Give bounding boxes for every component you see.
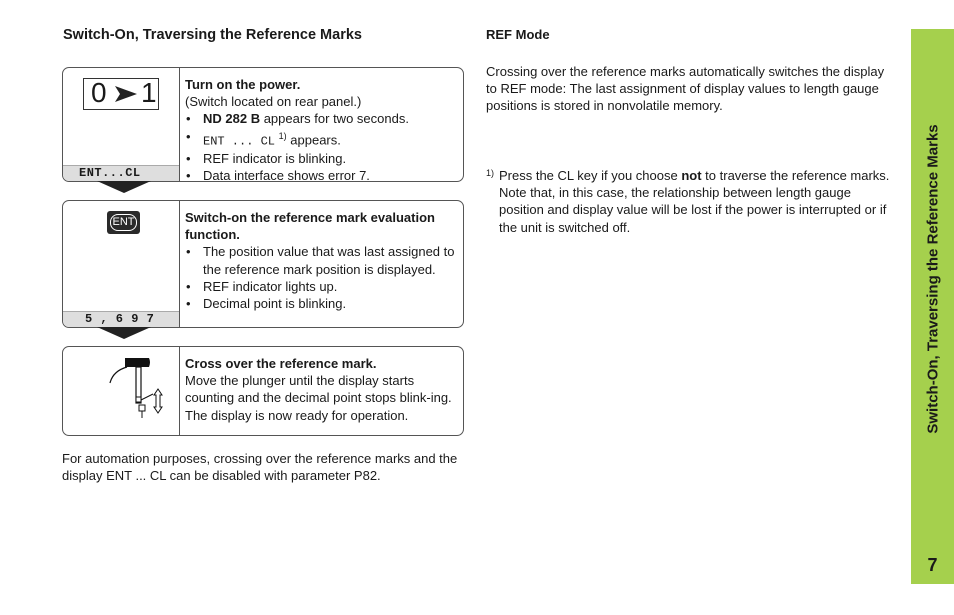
plunger-gauge-icon	[103, 353, 173, 423]
flow-arrow-icon	[97, 327, 151, 339]
ref-mode-heading: REF Mode	[486, 27, 550, 42]
step-body: Move the plunger until the display starts counting and the decimal point stops blink-ing. The display is now ready for operation.	[185, 373, 452, 423]
step-title: Switch-on the reference mark evaluation function.	[185, 210, 435, 243]
bullet-item: • REF indicator is blinking.	[185, 150, 459, 167]
step-cross-reference	[62, 346, 464, 436]
arrow-right-icon	[115, 86, 137, 102]
display-readout: 5 , 6 9 7	[85, 312, 155, 326]
bullet-item: • Decimal point is blinking.	[185, 295, 463, 312]
power-on-label: 1	[141, 77, 157, 108]
automation-note: For automation purposes, crossing over the reference marks and the display ENT ... CL can be disabled with parameter P82.	[62, 451, 458, 484]
bullet-item: • ENT ... CL $^{1)}$ appears.	[185, 128, 459, 151]
chapter-side-tab	[911, 29, 954, 584]
bullet-item: • The position value that was last assigned to the reference mark position is displayed.	[185, 243, 463, 277]
lcd-display	[63, 165, 179, 181]
footnote: 1) Press the CL key if you choose not to traverse the reference marks. Note that, in this case, the relationship between length gauge position and display value will be lost if the power is interrupted or if the unit is switched off.	[486, 168, 890, 235]
side-tab-title: Switch-On, Traversing the Reference Marks	[924, 124, 941, 434]
step-title: Cross over the reference mark.	[185, 356, 377, 371]
ent-key-icon: ENT	[107, 211, 140, 234]
power-switch-icon	[83, 78, 159, 110]
bullet-item: • Data interface shows error 7.	[185, 167, 459, 184]
bullet-item: • ND 282 B appears for two seconds.	[185, 110, 459, 127]
display-readout: ENT...CL	[79, 166, 141, 180]
step-power-on	[62, 67, 464, 182]
step-subtitle: (Switch located on rear panel.)	[185, 94, 362, 110]
ref-mode-text: Crossing over the reference marks automatically switches the display to REF mode: The last assignment of display values to length gauge positions is stored in nonvolatile memory.	[486, 64, 885, 114]
power-off-label: 0	[91, 77, 107, 108]
step-title: Turn on the power.	[185, 77, 301, 92]
lcd-display	[63, 311, 179, 327]
bullet-item: • REF indicator lights up.	[185, 278, 463, 295]
page-number: 7	[927, 555, 938, 575]
section-heading: Switch-On, Traversing the Reference Marks	[63, 27, 362, 43]
flow-arrow-icon	[97, 181, 151, 193]
step-reference-evaluation	[62, 200, 464, 328]
